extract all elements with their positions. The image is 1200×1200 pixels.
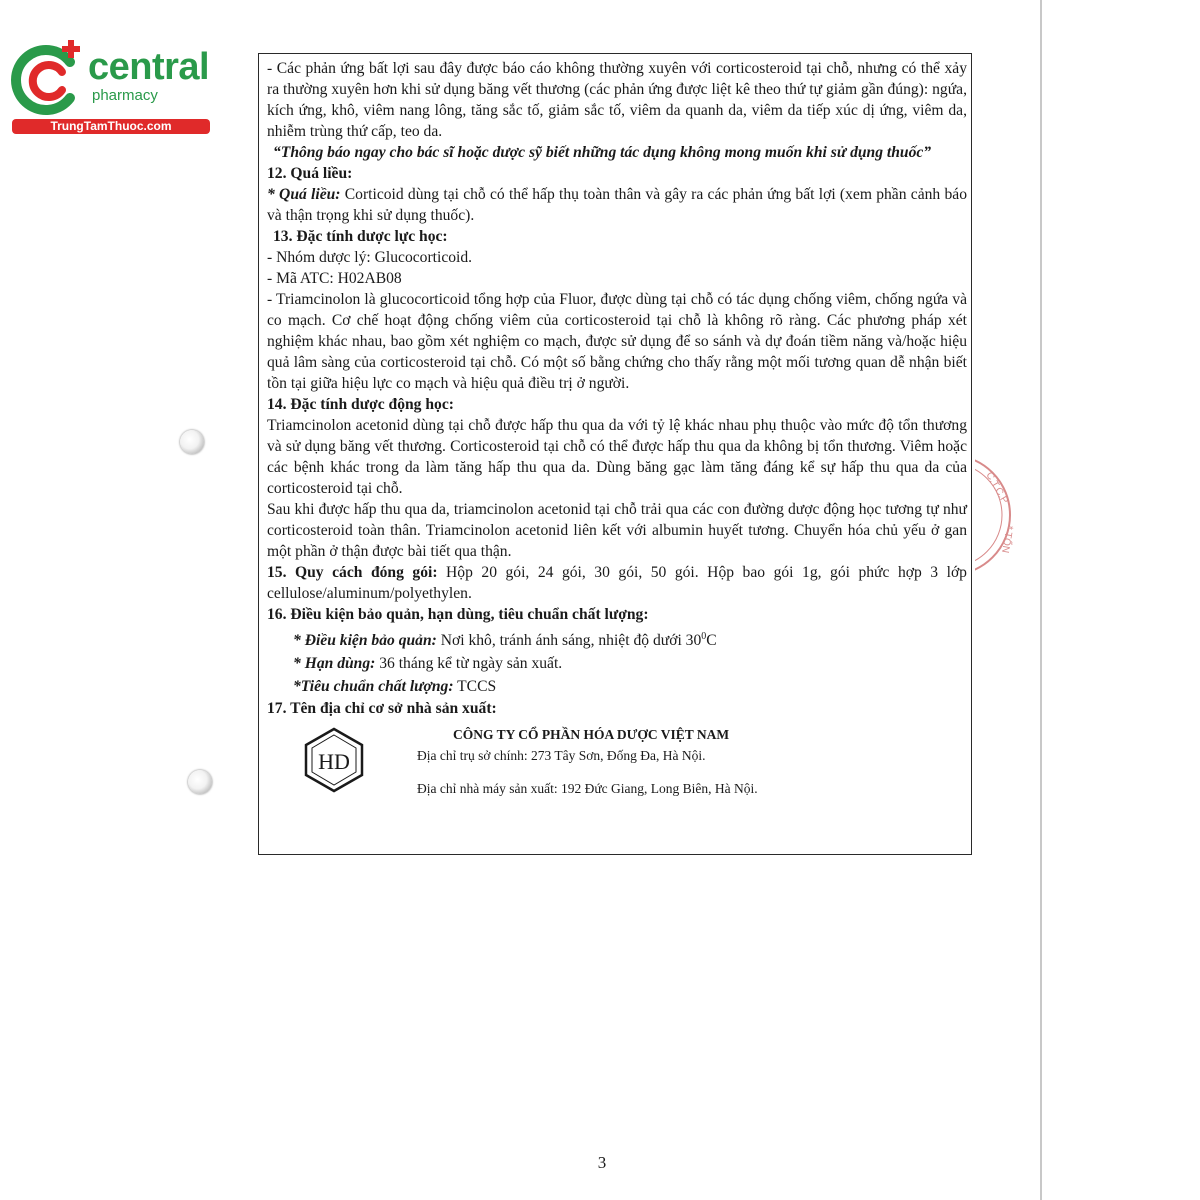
shelf-life-text: 36 tháng kể từ ngày sản xuất. xyxy=(375,655,563,673)
document-content xyxy=(267,58,967,816)
section-12-heading: 12. Quá liều: xyxy=(267,165,353,182)
degree-superscript: 0 xyxy=(701,631,707,642)
pharmacokinetics-para-2: Sau khi được hấp thu qua da, triamcinolon acetonid tại chỗ trải qua các con đường dược động học tương tự như corticosteroid toàn thân. Triamcinolon acetonid liên kết với albumin huyết tương. Chuyển hóa chủ yếu ở gan một phần ở thận được bài tiết qua thận. xyxy=(267,501,967,560)
pharmacologic-group: - Nhóm dược lý: Glucocorticoid. xyxy=(267,249,473,266)
factory-address: Địa chỉ nhà máy sản xuất: 192 Đức Giang, Long Biên, Hà Nội. xyxy=(417,781,758,797)
headquarters-address: Địa chỉ trụ sở chính: 273 Tây Sơn, Đống Đa, Hà Nội. xyxy=(417,748,706,764)
packaging-text: Hộp 20 gói, 24 gói, 30 gói, 50 gói. Hộp bao gói 1g, gói phức hợp 3 lớp cellulose/aluminum/polyethylen. xyxy=(267,564,967,602)
svg-text:* TỔN: * TỔN xyxy=(998,524,1015,554)
pharmacodynamics-text: - Triamcinolon là glucocorticoid tổng hợp của Fluor, được dùng tại chỗ có tác dụng chống viêm, chống ngứa và co mạch. Cơ chế hoạt động chống viêm của corticosteroid tại chỗ là không rõ ràng. Các phương pháp xét nghiệm khác nhau, bao gồm xét nghiệm co mạch, được sử dụng để so sánh và dự đoán tiềm năng và/hoặc hiệu quả lâm sàng của corticosteroid tại chỗ. Có một số bằng chứng cho thấy rằng một mối tương quan dễ nhận biết tồn tại giữa hiệu lực co mạch và hiệu quả điều trị ở người. xyxy=(267,291,967,392)
section-12-text xyxy=(267,184,967,226)
punch-hole xyxy=(188,770,212,794)
page-edge-line xyxy=(1040,0,1042,1200)
warning-note: “Thông báo ngay cho bác sĩ hoặc dược sỹ biết những tác dụng không mong muốn khi sử dụng thuốc” xyxy=(273,144,932,161)
shelf-life-label: * Hạn dùng: xyxy=(293,655,376,673)
section-15-heading: 15. Quy cách đóng gói: xyxy=(267,564,438,581)
overdose-text: Corticoid dùng tại chỗ có thể hấp thụ toàn thân và gây ra các phản ứng bất lợi (xem phần cảnh báo và thận trọng khi sử dụng thuốc). xyxy=(267,186,967,224)
atc-code: - Mã ATC: H02AB08 xyxy=(267,270,402,287)
section-16-heading: 16. Điều kiện bảo quản, hạn dùng, tiêu chuẩn chất lượng: xyxy=(267,606,649,623)
svg-text:C.T.C.P: C.T.C.P xyxy=(983,470,1011,506)
company-hd-logo xyxy=(303,727,365,793)
logo-letters: HD xyxy=(318,749,350,775)
shelf-life xyxy=(267,652,967,675)
document-frame xyxy=(258,53,972,855)
section-13-heading: 13. Đặc tính dược lực học: xyxy=(273,228,448,245)
pharmacy-c-icon xyxy=(10,40,90,120)
quality-standard-text: TCCS xyxy=(453,678,497,696)
storage-condition xyxy=(267,625,967,652)
red-seal-stamp xyxy=(975,440,1045,590)
section-14-heading: 14. Đặc tính dược động học: xyxy=(267,396,454,413)
storage-unit: C xyxy=(706,632,717,650)
manufacturer-block xyxy=(267,721,967,816)
punch-hole xyxy=(180,430,204,454)
section-15-text xyxy=(267,562,967,604)
brand-url: TrungTamThuoc.com xyxy=(12,119,210,134)
pharmacokinetics-para-1: Triamcinolon acetonid dùng tại chỗ được hấp thu qua da với tỷ lệ khác nhau phụ thuộc vào mức độ tổn thương và sử dụng băng vết thương. Corticosteroid tại chỗ có thể được hấp thu qua da không bị tổn thương. Viêm hoặc các bệnh khác trong da làm tăng hấp thu qua da. Dùng băng gạc làm tăng đáng kể sự hấp thu qua da của corticosteroid tại chỗ. xyxy=(267,417,967,497)
brand-subtitle: pharmacy xyxy=(92,87,158,104)
quality-standard-label: *Tiêu chuẩn chất lượng: xyxy=(293,678,454,696)
quality-standard xyxy=(267,675,967,698)
adverse-reactions-paragraph: - Các phản ứng bất lợi sau đây được báo cáo không thường xuyên với corticosteroid tại chỗ, nhưng có thể xảy ra thường xuyên hơn khi sử dụng băng vết thương (các phản ứng được liệt kê theo thứ tự giảm gần đúng): ngứa, kích ứng, khô, viêm nang lông, tăng sắc tố, giảm sắc tố, viêm da quanh da, viêm da tiếp xúc dị ứng, viêm da, nhiễm trùng thứ cấp, teo da. xyxy=(267,60,967,140)
brand-name: central xyxy=(88,46,210,88)
company-name: CÔNG TY CỔ PHẦN HÓA DƯỢC VIỆT NAM xyxy=(453,727,730,743)
storage-text: Nơi khô, tránh ánh sáng, nhiệt độ dưới 30 xyxy=(436,632,702,650)
section-17-heading: 17. Tên địa chỉ cơ sở nhà sản xuất: xyxy=(267,700,497,718)
storage-label: * Điều kiện bảo quản: xyxy=(293,632,437,650)
overdose-label: * Quá liều: xyxy=(267,186,341,203)
page-number: 3 xyxy=(597,1153,607,1172)
